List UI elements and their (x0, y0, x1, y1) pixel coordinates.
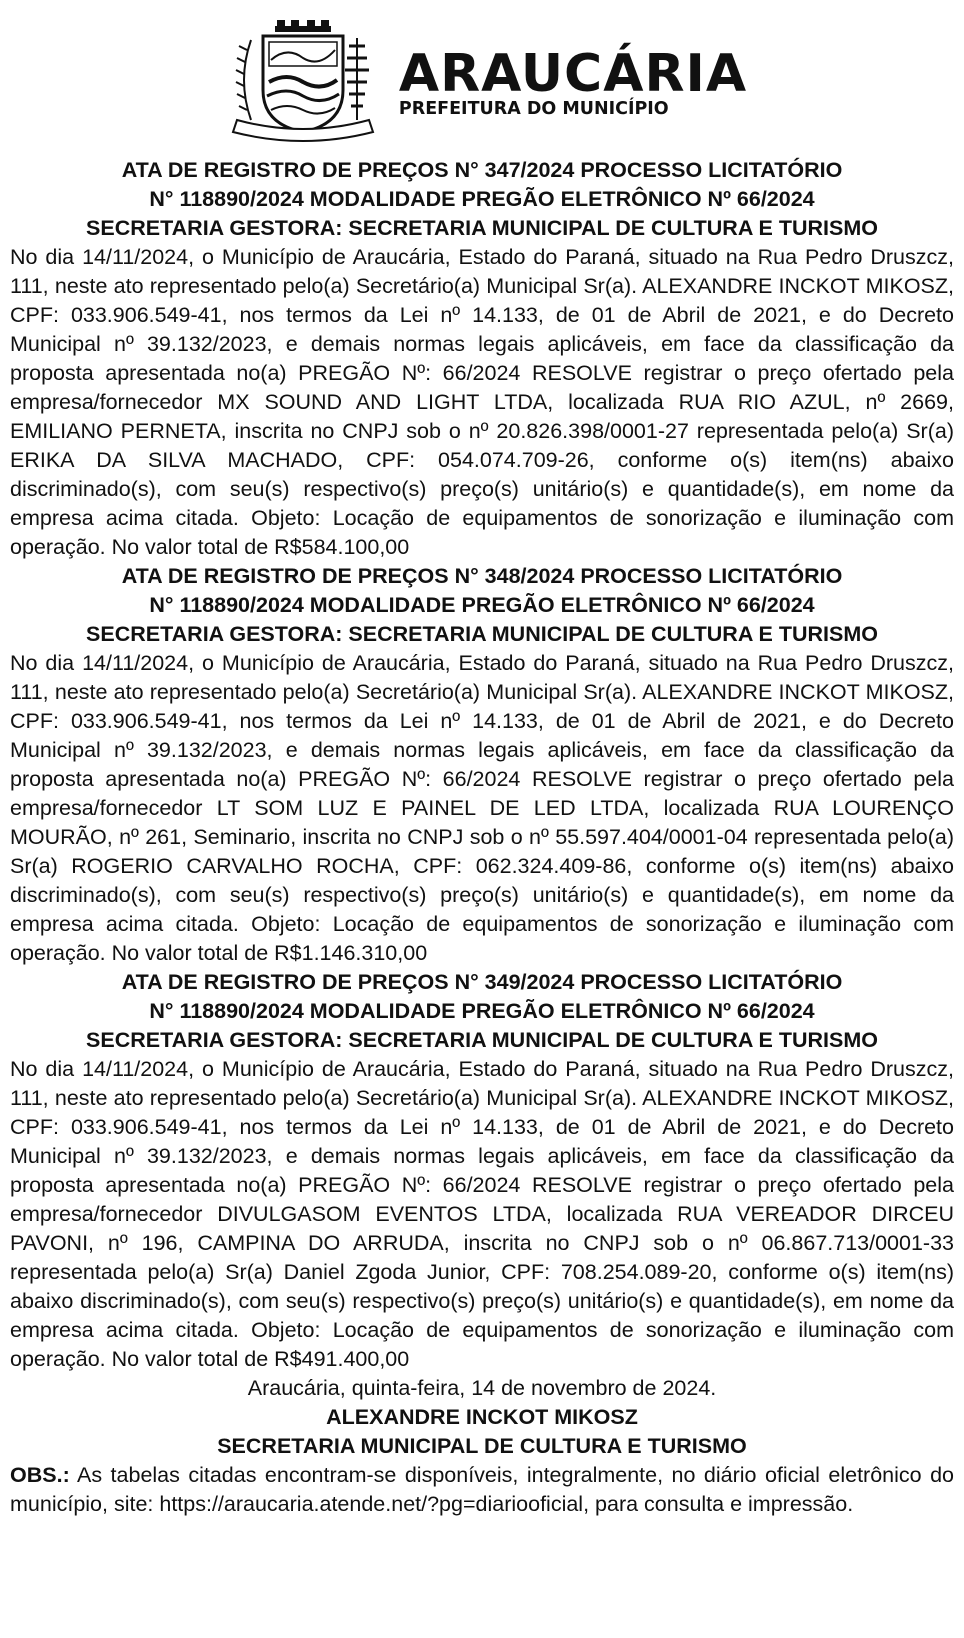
ata-body: No dia 14/11/2024, o Município de Araucária, Estado do Paraná, situado na Rua Pedro Druszcz, 111, neste ato representado pelo(a) Secretário(a) Municipal Sr(a). ALEXANDRE INCKOT MIKOSZ, CPF: 033.906.549-41, nos termos da Lei nº 14.133, de 01 de Abril de 2021, e do Decreto Municipal nº 39.132/2023, e demais normas legais aplicáveis, em face da classificação da proposta apresentada no(a) PREGÃO Nº: 66/2024 RESOLVE registrar o preço ofertado pela empresa/fornecedor MX SOUND AND LIGHT LTDA, localizada RUA RIO AZUL, nº 2669, EMILIANO PERNETA, inscrita no CNPJ sob o nº 20.826.398/0001-27 representada pelo(a) Sr(a) ERIKA DA SILVA MACHADO, CPF: 054.074.709-26, conforme o(s) item(ns) abaixo discriminado(s), com seu(s) respectivo(s) preço(s) unitário(s) e quantidade(s), em nome da empresa acima citada. Objeto: Locação de equipamentos de sonorização e iluminação com operação. No valor total de R$584.100,00 (10, 245, 954, 559)
ata-title (10, 968, 954, 1055)
ata-title-line: SECRETARIA GESTORA: SECRETARIA MUNICIPAL DE CULTURA E TURISMO (86, 622, 878, 646)
ata-title-line: ATA DE REGISTRO DE PREÇOS N° 347/2024 PROCESSO LICITATÓRIO (121, 158, 843, 182)
brand-subtitle: PREFEITURA DO MUNICÍPIO (398, 99, 669, 119)
ata-body: No dia 14/11/2024, o Município de Araucária, Estado do Paraná, situado na Rua Pedro Druszcz, 111, neste ato representado pelo(a) Secretário(a) Municipal Sr(a). ALEXANDRE INCKOT MIKOSZ, CPF: 033.906.549-41, nos termos da Lei nº 14.133, de 01 de Abril de 2021, e do Decreto Municipal nº 39.132/2023, e demais normas legais aplicáveis, em face da classificação da proposta apresentada no(a) PREGÃO Nº: 66/2024 RESOLVE registrar o preço ofertado pela empresa/fornecedor LT SOM LUZ E PAINEL DE LED LTDA, localizada RUA LOURENÇO MOURÃO, nº 261, Seminario, inscrita no CNPJ sob o nº 55.597.404/0001-04 representada pelo(a) Sr(a) ROGERIO CARVALHO ROCHA, CPF: 062.324.409-86, conforme o(s) item(ns) abaixo discriminado(s), com seu(s) respectivo(s) preço(s) unitário(s) e quantidade(s), em nome da empresa acima citada. Objeto: Locação de equipamentos de sonorização e iluminação com operação. No valor total de R$1.146.310,00 (10, 651, 954, 965)
obs-note (10, 1461, 954, 1519)
brand-name: ARAUCÁRIA (398, 44, 748, 104)
masthead (10, 20, 954, 148)
ata-title-line: SECRETARIA GESTORA: SECRETARIA MUNICIPAL DE CULTURA E TURISMO (86, 216, 878, 240)
ata-title-line: SECRETARIA GESTORA: SECRETARIA MUNICIPAL DE CULTURA E TURISMO (86, 1028, 878, 1052)
ata-title-line: ATA DE REGISTRO DE PREÇOS N° 349/2024 PROCESSO LICITATÓRIO (121, 970, 843, 994)
obs-label: OBS.: (10, 1463, 70, 1487)
ata-title-line: N° 118890/2024 MODALIDADE PREGÃO ELETRÔNICO Nº 66/2024 (149, 187, 815, 211)
signer-name: ALEXANDRE INCKOT MIKOSZ (326, 1405, 638, 1429)
ata-title-line: N° 118890/2024 MODALIDADE PREGÃO ELETRÔNICO Nº 66/2024 (149, 593, 815, 617)
signer-office: SECRETARIA MUNICIPAL DE CULTURA E TURISMO (217, 1434, 747, 1458)
municipal-seal-icon (217, 20, 389, 148)
date-line: Araucária, quinta-feira, 14 de novembro de 2024. (247, 1376, 717, 1400)
obs-text: As tabelas citadas encontram-se disponíveis, integralmente, no diário oficial eletrônico do município, site: https://araucaria.atende.net/?pg=diariooficial, para consulta e impressão. (10, 1463, 954, 1516)
ata-title (10, 562, 954, 649)
ata-title-line: N° 118890/2024 MODALIDADE PREGÃO ELETRÔNICO Nº 66/2024 (149, 999, 815, 1023)
brand-block (398, 44, 748, 119)
ata-body: No dia 14/11/2024, o Município de Araucária, Estado do Paraná, situado na Rua Pedro Druszcz, 111, neste ato representado pelo(a) Secretário(a) Municipal Sr(a). ALEXANDRE INCKOT MIKOSZ, CPF: 033.906.549-41, nos termos da Lei nº 14.133, de 01 de Abril de 2021, e do Decreto Municipal nº 39.132/2023, e demais normas legais aplicáveis, em face da classificação da proposta apresentada no(a) PREGÃO Nº: 66/2024 RESOLVE registrar o preço ofertado pela empresa/fornecedor DIVULGASOM EVENTOS LTDA, localizada RUA VEREADOR DIRCEU PAVONI, nº 196, CAMPINA DO ARRUDA, inscrita no CNPJ sob o nº 06.867.713/0001-33 representada pelo(a) Sr(a) Daniel Zgoda Junior, CPF: 708.254.089-20, conforme o(s) item(ns) abaixo discriminado(s), com seu(s) respectivo(s) preço(s) unitário(s) e quantidade(s), em nome da empresa acima citada. Objeto: Locação de equipamentos de sonorização e iluminação com operação. No valor total de R$491.400,00 (10, 1057, 954, 1371)
ata-title-line: ATA DE REGISTRO DE PREÇOS N° 348/2024 PROCESSO LICITATÓRIO (121, 564, 843, 588)
ata-title (10, 156, 954, 243)
